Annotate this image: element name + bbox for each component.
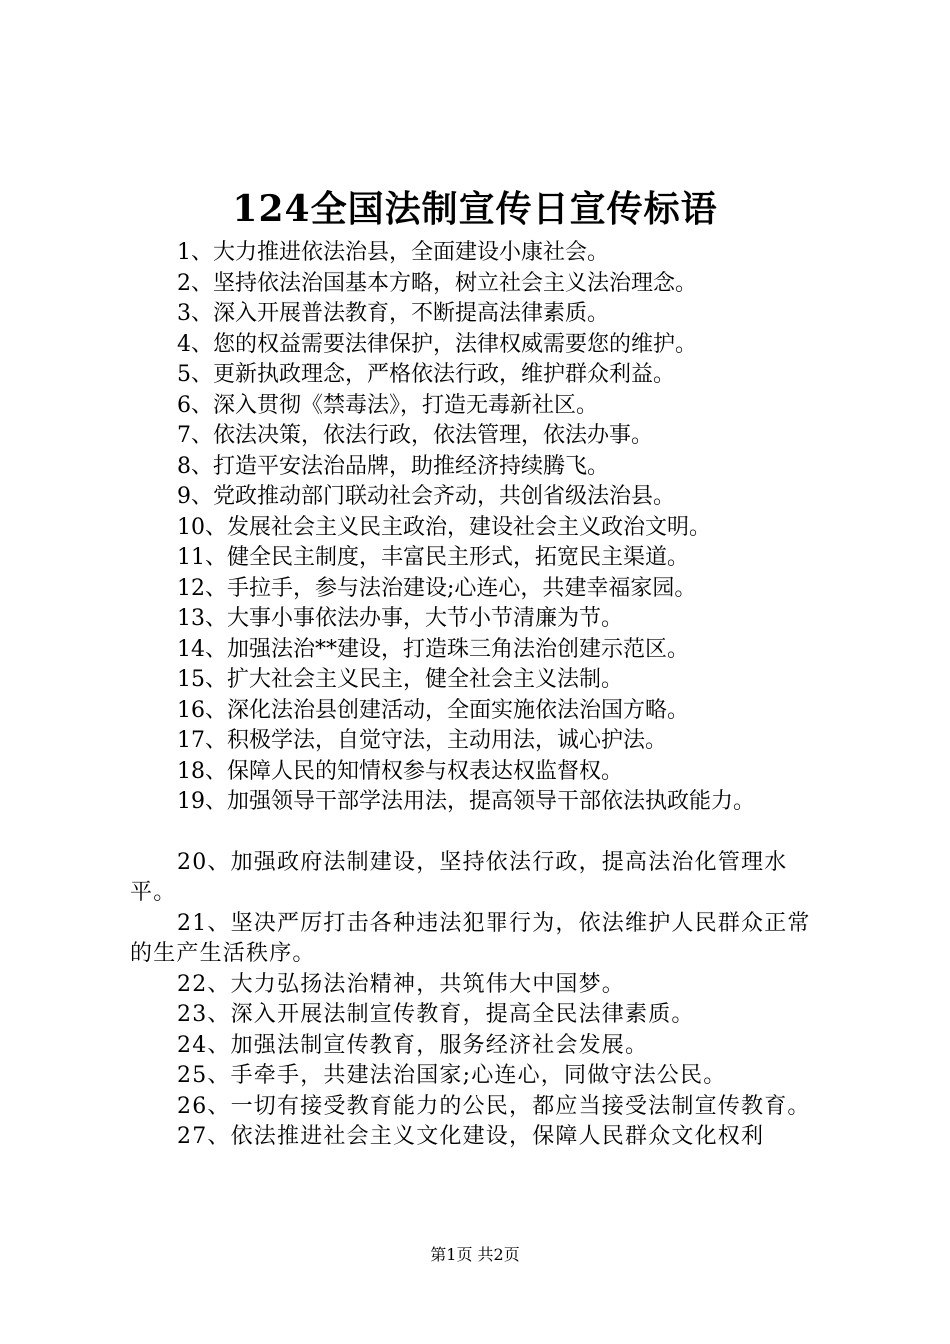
list-item: 1、大力推进依法治县，全面建设小康社会。 (177, 240, 609, 265)
list-item: 6、深入贯彻《禁毒法》，打造无毒新社区。 (177, 392, 598, 418)
list-paragraph: 22、大力弘扬法治精神，共筑伟大中国梦。 (177, 971, 625, 997)
list-item: 11、健全民主制度，丰富民主形式，拓宽民主渠道。 (177, 545, 689, 570)
list-item: 4、您的权益需要法律保护，法律权威需要您的维护。 (177, 331, 697, 357)
page-footer: 第1页 共2页 (430, 1245, 520, 1264)
list-item: 18、保障人民的知情权参与权表达权监督权。 (177, 758, 623, 784)
page-title: 124全国法制宣传日宣传标语 (232, 188, 718, 230)
list-item: 15、扩大社会主义民主，健全社会主义法制。 (177, 667, 623, 692)
list-paragraph: 21、坚决严厉打击各种违法犯罪行为，依法维护人民群众正常的生产生活秩序。 (130, 910, 811, 966)
list-item: 17、积极学法，自觉守法，主动用法，诚心护法。 (177, 728, 667, 753)
list-item: 8、打造平安法治品牌，助推经济持续腾飞。 (177, 453, 609, 479)
list-item: 12、手拉手，参与法治建设;心连心，共建幸福家园。 (177, 575, 697, 601)
list-item: 14、加强法治**建设，打造珠三角法治创建示范区。 (177, 636, 689, 662)
list-item: 13、大事小事依法办事，大节小节清廉为节。 (177, 606, 623, 631)
list-paragraph: 25、手牵手，共建法治国家;心连心，同做守法公民。 (177, 1063, 727, 1088)
list-paragraph: 23、深入开展法制宣传教育，提高全民法律素质。 (177, 1002, 695, 1027)
blank-line (130, 818, 850, 848)
list-paragraph: 20、加强政府法制建设，坚持依法行政，提高法治化管理水平。 (130, 849, 788, 905)
list-item: 3、深入开展普法教育，不断提高法律素质。 (177, 301, 609, 326)
list-item: 9、党政推动部门联动社会齐动，共创省级法治县。 (177, 484, 675, 509)
slogan-list (130, 238, 850, 1153)
list-paragraph: 26、一切有接受教育能力的公民，都应当接受法制宣传教育。 (177, 1093, 811, 1119)
list-item: 10、发展社会主义民主政治，建设社会主义政治文明。 (177, 514, 711, 540)
list-paragraph: 24、加强法制宣传教育，服务经济社会发展。 (177, 1032, 649, 1058)
list-item: 19、加强领导干部学法用法，提高领导干部依法执政能力。 (177, 789, 755, 814)
list-paragraph: 27、依法推进社会主义文化建设，保障人民群众文化权利 (177, 1124, 765, 1149)
list-item: 5、更新执政理念，严格依法行政，维护群众利益。 (177, 362, 675, 387)
list-item: 16、深化法治县创建活动，全面实施依法治国方略。 (177, 697, 689, 723)
list-item: 7、依法决策，依法行政，依法管理，依法办事。 (177, 423, 653, 448)
list-item: 2、坚持依法治国基本方略，树立社会主义法治理念。 (177, 270, 697, 296)
